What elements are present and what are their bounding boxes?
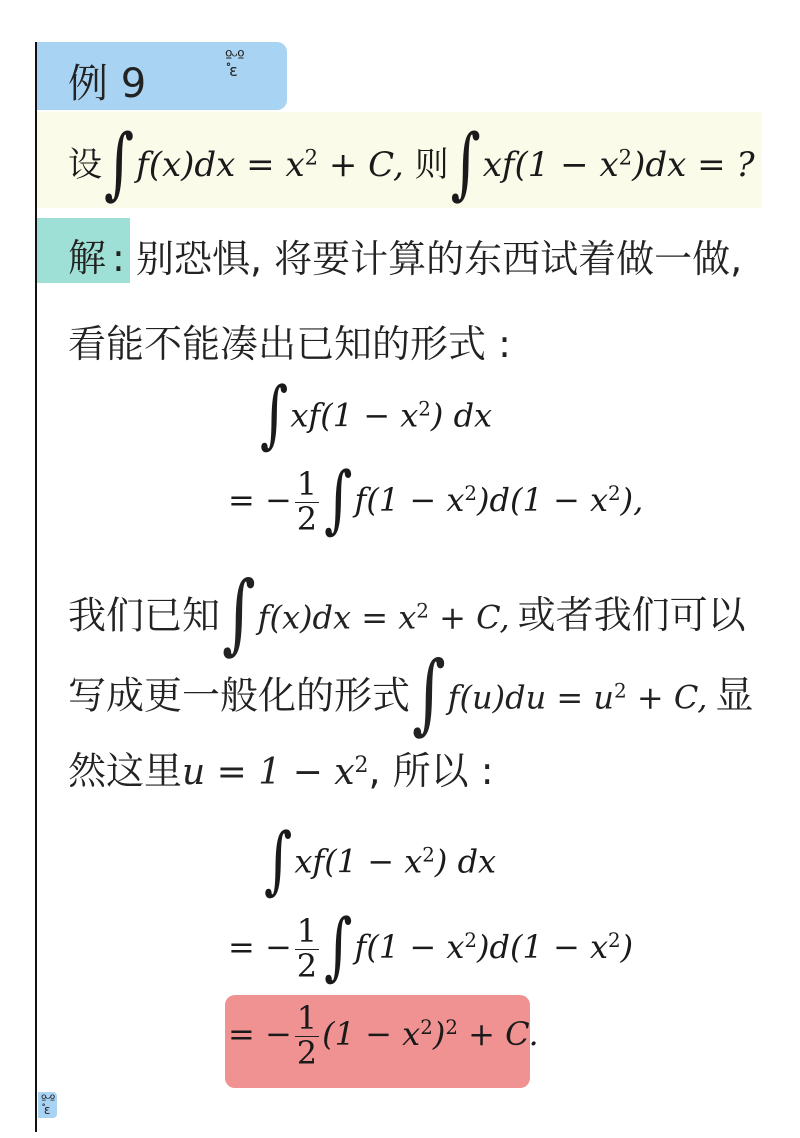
integral-sign: ∫ — [412, 643, 446, 745]
step1-row2: = − $\frac{1}{2}$ $\int f(1 - x^2)d(1 - x^2)$, — [228, 456, 644, 542]
general-form-line: 写成更一般化的形式$\int f(u)du = u^2 + C$, 显 — [68, 643, 754, 745]
solution-line-2: 看能不能凑出已知的形式 : — [68, 322, 511, 366]
step2-final-answer: = − $\frac{1}{2}$ $(1 - x^2)^2 + C$. — [228, 999, 539, 1072]
step2-row1: $\int xf(1 - x^2)$ dx — [264, 817, 497, 903]
integral-sign: ∫ — [324, 456, 353, 542]
step2-row2: = − $\frac{1}{2}$ $\int f(1 - x^2)d(1 - x^2)$ — [228, 903, 634, 989]
integral-sign: ∫ — [104, 116, 135, 209]
face-doodle-icon: º̥ᵕº ɛ — [38, 1092, 57, 1118]
integral-sign: ∫ — [260, 371, 289, 457]
fraction: $\frac{1}{2}$ — [296, 465, 318, 538]
fraction: $\frac{1}{2}$ — [296, 999, 318, 1072]
integral-sign: ∫ — [264, 817, 293, 903]
solution-line-1: 别恐惧, 将要计算的东西试着做一做, — [136, 237, 743, 281]
substitution-line: 然这里$u = 1 - x^2$, 所以 : — [68, 749, 494, 793]
integral-sign: ∫ — [324, 903, 353, 989]
known-form-line: 我们已知$\int f(x)dx = x^2 + C$, 或者我们可以 — [68, 563, 746, 665]
integral-sign: ∫ — [222, 563, 256, 665]
integral-sign: ∫ — [450, 116, 481, 209]
solution-label: 解 : — [68, 236, 125, 280]
example-title: 例 9 — [68, 61, 147, 107]
step1-row1: $\int xf(1 - x^2)$ dx — [260, 371, 493, 457]
problem-statement: 设$\int f(x)dx = x^2 + C$, 则$\int xf(1 - x^2)dx$ = ? — [68, 116, 755, 209]
fraction: $\frac{1}{2}$ — [296, 912, 318, 985]
face-doodle-icon: º̥ᵕº ɛ — [225, 47, 244, 80]
